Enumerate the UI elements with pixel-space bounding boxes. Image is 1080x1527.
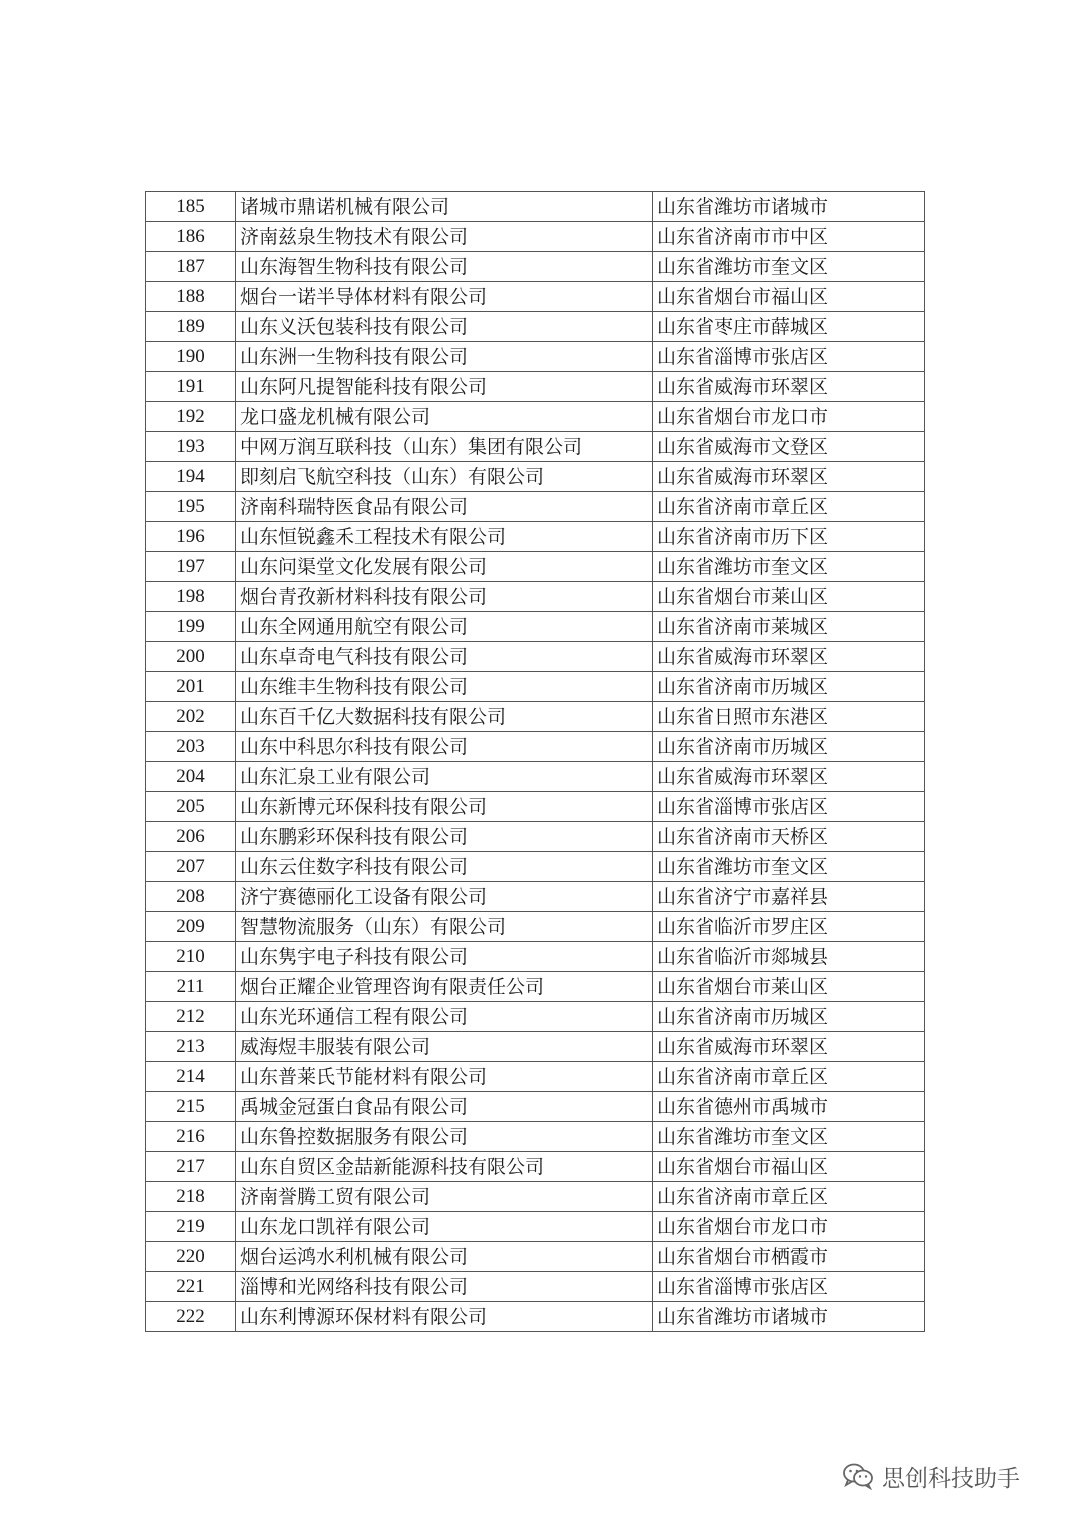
company-name: 山东龙口凯祥有限公司 bbox=[236, 1212, 653, 1242]
table-row bbox=[146, 1152, 925, 1182]
company-location: 山东省日照市东港区 bbox=[653, 702, 925, 732]
company-name: 济宁赛德丽化工设备有限公司 bbox=[236, 882, 653, 912]
table-row bbox=[146, 312, 925, 342]
table-row bbox=[146, 462, 925, 492]
table-row bbox=[146, 1182, 925, 1212]
company-name: 淄博和光网络科技有限公司 bbox=[236, 1272, 653, 1302]
company-location: 山东省潍坊市诸城市 bbox=[653, 1302, 925, 1332]
row-number: 220 bbox=[146, 1242, 236, 1272]
table-row bbox=[146, 1122, 925, 1152]
company-name: 山东云住数字科技有限公司 bbox=[236, 852, 653, 882]
company-location: 山东省烟台市莱山区 bbox=[653, 972, 925, 1002]
table-row bbox=[146, 1302, 925, 1332]
table-row bbox=[146, 672, 925, 702]
table-row bbox=[146, 822, 925, 852]
row-number: 201 bbox=[146, 672, 236, 702]
company-name: 禹城金冠蛋白食品有限公司 bbox=[236, 1092, 653, 1122]
company-location: 山东省威海市环翠区 bbox=[653, 462, 925, 492]
company-name: 济南科瑞特医食品有限公司 bbox=[236, 492, 653, 522]
table-body bbox=[146, 192, 925, 1332]
table-row bbox=[146, 762, 925, 792]
row-number: 208 bbox=[146, 882, 236, 912]
table-row bbox=[146, 252, 925, 282]
company-location: 山东省潍坊市奎文区 bbox=[653, 252, 925, 282]
company-name: 诸城市鼎诺机械有限公司 bbox=[236, 192, 653, 222]
table-row bbox=[146, 432, 925, 462]
row-number: 203 bbox=[146, 732, 236, 762]
row-number: 209 bbox=[146, 912, 236, 942]
company-location: 山东省济南市历城区 bbox=[653, 1002, 925, 1032]
table-row bbox=[146, 342, 925, 372]
company-name: 山东普莱氏节能材料有限公司 bbox=[236, 1062, 653, 1092]
company-name: 济南兹泉生物技术有限公司 bbox=[236, 222, 653, 252]
row-number: 206 bbox=[146, 822, 236, 852]
row-number: 188 bbox=[146, 282, 236, 312]
company-name: 烟台运鸿水利机械有限公司 bbox=[236, 1242, 653, 1272]
company-name: 山东汇泉工业有限公司 bbox=[236, 762, 653, 792]
company-location: 山东省济南市章丘区 bbox=[653, 1182, 925, 1212]
table-row bbox=[146, 1002, 925, 1032]
wechat-icon bbox=[842, 1462, 874, 1490]
row-number: 195 bbox=[146, 492, 236, 522]
company-name: 山东中科思尔科技有限公司 bbox=[236, 732, 653, 762]
table-row bbox=[146, 1242, 925, 1272]
company-name: 山东义沃包装科技有限公司 bbox=[236, 312, 653, 342]
row-number: 189 bbox=[146, 312, 236, 342]
company-name: 山东百千亿大数据科技有限公司 bbox=[236, 702, 653, 732]
company-name: 山东新博元环保科技有限公司 bbox=[236, 792, 653, 822]
company-location: 山东省潍坊市诸城市 bbox=[653, 192, 925, 222]
company-name: 山东鹏彩环保科技有限公司 bbox=[236, 822, 653, 852]
table-row bbox=[146, 522, 925, 552]
table-row bbox=[146, 1032, 925, 1062]
row-number: 202 bbox=[146, 702, 236, 732]
table-row bbox=[146, 972, 925, 1002]
company-location: 山东省烟台市福山区 bbox=[653, 1152, 925, 1182]
company-location: 山东省淄博市张店区 bbox=[653, 792, 925, 822]
company-name: 威海煜丰服装有限公司 bbox=[236, 1032, 653, 1062]
company-location: 山东省济南市章丘区 bbox=[653, 492, 925, 522]
row-number: 214 bbox=[146, 1062, 236, 1092]
table-row bbox=[146, 582, 925, 612]
table-row bbox=[146, 402, 925, 432]
company-location: 山东省济南市历城区 bbox=[653, 672, 925, 702]
table-row bbox=[146, 1092, 925, 1122]
company-name: 山东隽宇电子科技有限公司 bbox=[236, 942, 653, 972]
company-location: 山东省烟台市龙口市 bbox=[653, 402, 925, 432]
company-location: 山东省潍坊市奎文区 bbox=[653, 1122, 925, 1152]
company-location: 山东省临沂市郯城县 bbox=[653, 942, 925, 972]
row-number: 200 bbox=[146, 642, 236, 672]
company-name: 济南誉腾工贸有限公司 bbox=[236, 1182, 653, 1212]
company-location: 山东省威海市环翠区 bbox=[653, 642, 925, 672]
company-name: 智慧物流服务（山东）有限公司 bbox=[236, 912, 653, 942]
table-row bbox=[146, 552, 925, 582]
company-name: 烟台正耀企业管理咨询有限责任公司 bbox=[236, 972, 653, 1002]
company-name: 山东恒锐鑫禾工程技术有限公司 bbox=[236, 522, 653, 552]
company-location: 山东省潍坊市奎文区 bbox=[653, 552, 925, 582]
row-number: 204 bbox=[146, 762, 236, 792]
company-name: 山东全网通用航空有限公司 bbox=[236, 612, 653, 642]
row-number: 213 bbox=[146, 1032, 236, 1062]
company-location: 山东省济宁市嘉祥县 bbox=[653, 882, 925, 912]
row-number: 211 bbox=[146, 972, 236, 1002]
row-number: 187 bbox=[146, 252, 236, 282]
company-name: 山东自贸区金喆新能源科技有限公司 bbox=[236, 1152, 653, 1182]
watermark-text: 思创科技助手 bbox=[882, 1465, 1020, 1492]
row-number: 205 bbox=[146, 792, 236, 822]
company-location: 山东省济南市章丘区 bbox=[653, 1062, 925, 1092]
company-location: 山东省烟台市福山区 bbox=[653, 282, 925, 312]
company-name: 即刻启飞航空科技（山东）有限公司 bbox=[236, 462, 653, 492]
company-location: 山东省烟台市龙口市 bbox=[653, 1212, 925, 1242]
table-row bbox=[146, 612, 925, 642]
row-number: 219 bbox=[146, 1212, 236, 1242]
company-name: 山东洲一生物科技有限公司 bbox=[236, 342, 653, 372]
row-number: 212 bbox=[146, 1002, 236, 1032]
row-number: 207 bbox=[146, 852, 236, 882]
company-location: 山东省济南市市中区 bbox=[653, 222, 925, 252]
table-row bbox=[146, 852, 925, 882]
company-name: 烟台一诺半导体材料有限公司 bbox=[236, 282, 653, 312]
company-location: 山东省济南市历城区 bbox=[653, 732, 925, 762]
company-location: 山东省临沂市罗庄区 bbox=[653, 912, 925, 942]
company-location: 山东省烟台市莱山区 bbox=[653, 582, 925, 612]
row-number: 210 bbox=[146, 942, 236, 972]
company-name: 山东利博源环保材料有限公司 bbox=[236, 1302, 653, 1332]
company-location: 山东省威海市环翠区 bbox=[653, 372, 925, 402]
row-number: 198 bbox=[146, 582, 236, 612]
company-location: 山东省烟台市栖霞市 bbox=[653, 1242, 925, 1272]
row-number: 196 bbox=[146, 522, 236, 552]
row-number: 216 bbox=[146, 1122, 236, 1152]
row-number: 190 bbox=[146, 342, 236, 372]
company-location: 山东省济南市天桥区 bbox=[653, 822, 925, 852]
table-row bbox=[146, 1272, 925, 1302]
company-location: 山东省淄博市张店区 bbox=[653, 342, 925, 372]
table-row bbox=[146, 642, 925, 672]
row-number: 192 bbox=[146, 402, 236, 432]
company-location: 山东省济南市历下区 bbox=[653, 522, 925, 552]
table-row bbox=[146, 882, 925, 912]
row-number: 221 bbox=[146, 1272, 236, 1302]
table-row bbox=[146, 492, 925, 522]
row-number: 197 bbox=[146, 552, 236, 582]
company-location: 山东省淄博市张店区 bbox=[653, 1272, 925, 1302]
row-number: 194 bbox=[146, 462, 236, 492]
company-location: 山东省济南市莱城区 bbox=[653, 612, 925, 642]
company-location: 山东省枣庄市薛城区 bbox=[653, 312, 925, 342]
row-number: 185 bbox=[146, 192, 236, 222]
row-number: 218 bbox=[146, 1182, 236, 1212]
company-name: 烟台青孜新材料科技有限公司 bbox=[236, 582, 653, 612]
table-row bbox=[146, 372, 925, 402]
table-row bbox=[146, 282, 925, 312]
table-row bbox=[146, 222, 925, 252]
watermark bbox=[842, 1458, 1020, 1494]
row-number: 217 bbox=[146, 1152, 236, 1182]
company-name: 中网万润互联科技（山东）集团有限公司 bbox=[236, 432, 653, 462]
company-location: 山东省威海市环翠区 bbox=[653, 1032, 925, 1062]
company-name: 山东鲁控数据服务有限公司 bbox=[236, 1122, 653, 1152]
company-location: 山东省威海市环翠区 bbox=[653, 762, 925, 792]
company-name: 山东光环通信工程有限公司 bbox=[236, 1002, 653, 1032]
table-row bbox=[146, 192, 925, 222]
table-row bbox=[146, 792, 925, 822]
table-row bbox=[146, 1062, 925, 1092]
row-number: 186 bbox=[146, 222, 236, 252]
table-row bbox=[146, 912, 925, 942]
table-row bbox=[146, 732, 925, 762]
table-row bbox=[146, 702, 925, 732]
company-list-table bbox=[145, 191, 925, 1332]
company-location: 山东省德州市禹城市 bbox=[653, 1092, 925, 1122]
row-number: 193 bbox=[146, 432, 236, 462]
row-number: 191 bbox=[146, 372, 236, 402]
row-number: 222 bbox=[146, 1302, 236, 1332]
company-name: 山东问渠堂文化发展有限公司 bbox=[236, 552, 653, 582]
row-number: 199 bbox=[146, 612, 236, 642]
company-name: 龙口盛龙机械有限公司 bbox=[236, 402, 653, 432]
company-name: 山东阿凡提智能科技有限公司 bbox=[236, 372, 653, 402]
table-row bbox=[146, 1212, 925, 1242]
company-name: 山东维丰生物科技有限公司 bbox=[236, 672, 653, 702]
row-number: 215 bbox=[146, 1092, 236, 1122]
company-name: 山东卓奇电气科技有限公司 bbox=[236, 642, 653, 672]
table-row bbox=[146, 942, 925, 972]
company-location: 山东省潍坊市奎文区 bbox=[653, 852, 925, 882]
company-name: 山东海智生物科技有限公司 bbox=[236, 252, 653, 282]
company-location: 山东省威海市文登区 bbox=[653, 432, 925, 462]
